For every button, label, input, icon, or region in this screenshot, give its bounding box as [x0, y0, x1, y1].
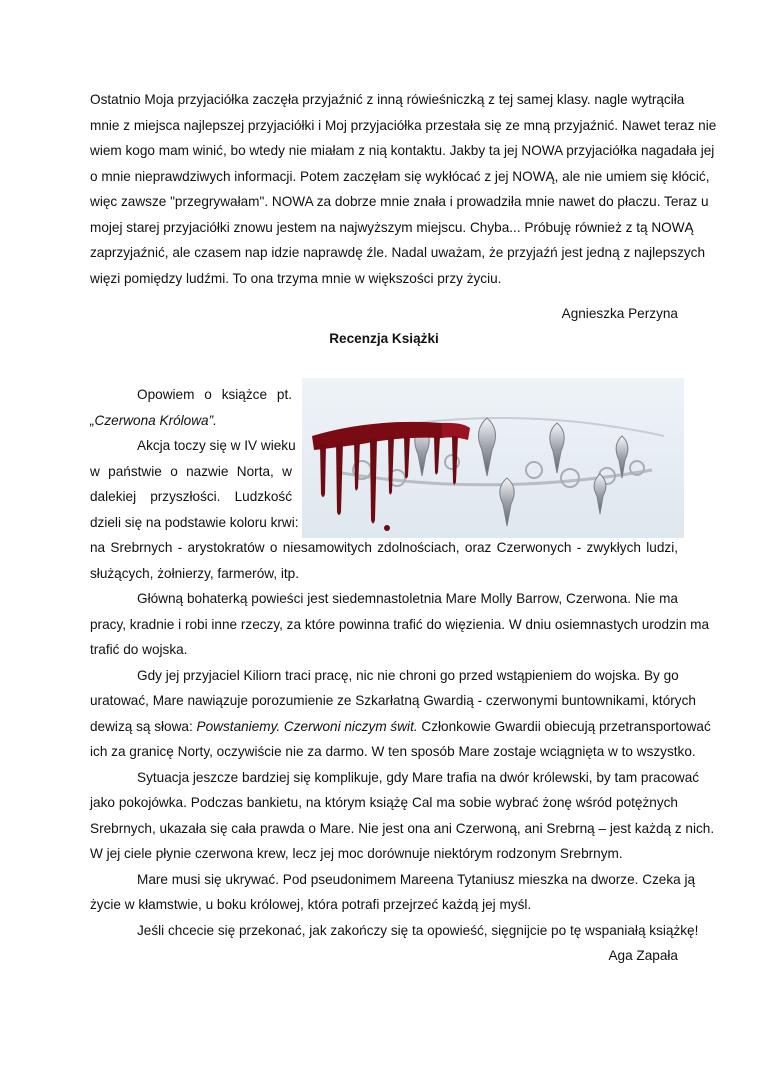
review-line: W jej ciele płynie czerwona krew, lecz jej moc dorównuje niektórym rodzonym Srebrnym. [90, 846, 623, 861]
review-line: Opowiem o książce pt. [137, 387, 292, 402]
review-line: Srebrnych, ukazała się cała prawda o Mare. Nie jest ona ani Czerwoną, ani Srebrną – jest każdą z nich. [90, 820, 715, 836]
essay-line: więc zawsze "przegrywałam". NOWA za dobrze mnie znała i prowadziła mnie nawet do płaczu. Teraz u [90, 194, 709, 209]
essay-author: Agnieszka Perzyna [561, 306, 678, 321]
motto-text: Powstaniemy. Czerwoni niczym świt. [196, 718, 418, 734]
review-title: Recenzja Książki [329, 331, 439, 346]
review-line: Mare musi się ukrywać. Pod pseudonimem Mareena Tytaniusz mieszka na dworze. Czeka ją [137, 871, 696, 887]
essay-line: zaprzyjaźnić, ale czasem nap idzie naprawdę źle. Nadal uważam, że przyjaźń jest jedną z najlepszych [90, 245, 706, 260]
essay-line: Ostatnio Moja przyjaciółka zaczęła przyjaźnić z inną rówieśniczką z tej samej klasy. nagle wytrąciła [90, 92, 685, 107]
review-wrapped-text [90, 382, 299, 535]
essay-line: o mnie nieprawdziwych informacji. Potem zaczęłam się wykłócać z jej NOWĄ, ale nie umiem się kłócić, [90, 168, 710, 184]
review-line: pracy, kradnie i robi inne rzeczy, za które powinna trafić do więzienia. W dniu osiemnastych urodzin ma [90, 616, 710, 632]
essay-line: mnie z miejsca najlepszej przyjaciółki i Moj przyjaciółka przestała się ze mną przyjaźnić. Nawet teraz nie [90, 117, 717, 133]
review-line: trafić do wojska. [90, 642, 188, 657]
review-line: Jeśli chcecie się przekonać, jak zakończy się ta opowieść, sięgnijcie po tę wspaniałą książkę! [137, 922, 699, 938]
review-line: ich za granicę Norty, oczywiście nie za darmo. W ten sposób Mare zostaje wciągnięta w to wszystko. [90, 744, 696, 759]
review-line: na Srebrnych - arystokratów o niesamowitych zdolnościach, oraz Czerwonych - zwykłych ludzi, [90, 540, 678, 555]
review-line: uratować, Mare nawiązuje porozumienie ze Szkarłatną Gwardią - czerwonymi buntownikami, których [90, 693, 696, 708]
review-line: Główną bohaterką powieści jest siedemnastoletnia Mare Molly Barrow, Czerwona. Nie ma [137, 591, 678, 606]
essay-line: wiem kogo mam winić, bo wtedy nie miałam z nią kontaktu. Jakby ta jej NOWA przyjaciółka nagadała jej [90, 143, 715, 158]
review-body [90, 535, 715, 969]
essay-paragraph [90, 87, 717, 291]
review-author: Aga Zapała [608, 948, 678, 963]
crown-image [302, 378, 684, 538]
essay-line: więzi pomiędzy ludźmi. To ona trzyma mnie w większości przy życiu. [90, 270, 502, 286]
review-line: służących, żołnierzy, farmerów, itp. [90, 565, 300, 581]
review-line: Sytuacja jeszcze bardziej się komplikuje, gdy Mare trafia na dwór królewski, by tam pracować [137, 769, 700, 785]
motto-tail: Członkowie Gwardii obiecują przetransportować [417, 718, 711, 734]
review-book-title [90, 408, 292, 434]
review-line: dzieli się na podstawie koloru krwi: [90, 514, 299, 530]
review-motto-line [90, 714, 711, 740]
review-line: Gdy jej przyjaciel Kiliorn traci pracę, nic nie chroni go przed wstąpieniem do wojska. By go [137, 667, 679, 683]
review-line: dalekiej przyszłości. Ludzkość [90, 489, 292, 504]
review-line: jako pokojówka. Podczas bankietu, na którym książę Cal ma sobie wybrać żonę wśród potężnych [90, 795, 678, 810]
review-line: Akcja toczy się w IV wieku [137, 438, 296, 453]
review-line: życie w kłamstwie, u boku królowej, która potrafi przejrzeć każdą jej myśl. [90, 897, 532, 912]
review-line: w państwie o nazwie Norta, w [90, 463, 292, 479]
essay-line: mojej starej przyjaciółki znowu jestem na najwyższym miejscu. Chyba... Próbuję również z tą NOWĄ [90, 219, 694, 235]
motto-lead: dewizą są słowa: [90, 718, 197, 734]
book-title: „Czerwona Królowa”. [90, 412, 217, 428]
